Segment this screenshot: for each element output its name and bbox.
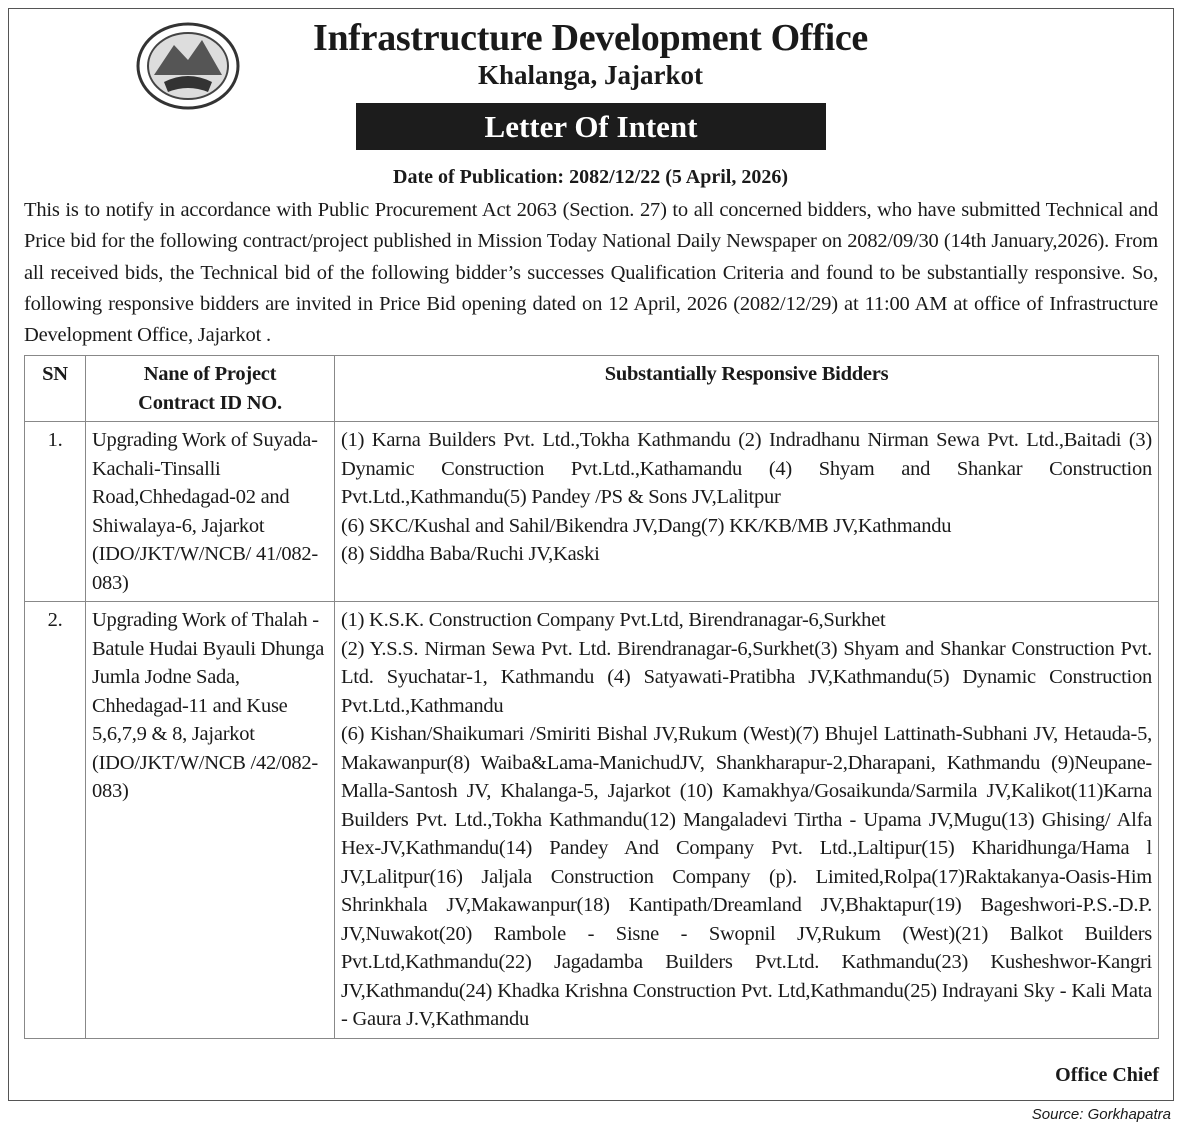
notice-body: This is to notify in accordance with Public Procurement Act 2063 (Section. 27) to all concerned bidders, who have submitted Technical and Price bid for the following contract/project published in Mission Today National Daily Newspaper on 2082/09/30 (14th January,2026). From all received bids, the Technical bid of the following bidder’s successes Qualification Criteria and found to be substantially responsive. So, following responsive bidders are invited in Price Bid opening dated on 12 April, 2026 (2082/12/29) at 11:00 AM at office of Infrastructure Development Office, Jajarkot . [24, 199, 1158, 347]
row-project: Upgrading Work of Suyada-Kachali-Tinsalli Road,Chhedagad-02 and Shiwalaya-6, Jajarkot (IDO/JKT/W/NCB/ 41/082-083) [86, 422, 335, 602]
row-project: Upgrading Work of Thalah -Batule Hudai Byauli Dhunga Jumla Jodne Sada, Chhedagad-11 and Kuse 5,6,7,9 & 8, Jajarkot (IDO/JKT/W/NCB /42/082-083) [86, 602, 335, 1039]
row-sn: 1. [25, 422, 86, 602]
row-bidders [335, 422, 1159, 602]
header-project-line2: Contract ID NO. [138, 391, 282, 414]
header-project-line1: Nane of Project [143, 363, 277, 385]
bidder-paragraph: (6) SKC/Kushal and Sahil/Bikendra JV,Dang(7) KK/KB/MB JV,Kathmandu [341, 514, 952, 537]
row-sn: 2. [25, 602, 86, 1039]
table-row [25, 602, 1159, 1039]
signature-office-chief: Office Chief [1055, 1064, 1159, 1086]
publication-date: Date of Publication: 2082/12/22 (5 April, 2026) [393, 166, 788, 188]
source-credit: Source: Gorkhapatra [1031, 1106, 1171, 1123]
bidder-paragraph: (2) Y.S.S. Nirman Sewa Pvt. Ltd. Birendranagar-6,Surkhet(3) Shyam and Shankar Construction Pvt. Ltd. Syuchatar-1, Kathmandu (4) Satyawati-Pratibha JV,Kathmandu(5) Dynamic Construction Pvt.Ltd.,Kathmandu [341, 637, 1152, 717]
table-header-row [25, 356, 1159, 422]
bidder-paragraph: (8) Siddha Baba/Ruchi JV,Kaski [341, 543, 600, 565]
letter-of-intent-banner: Letter Of Intent [356, 103, 826, 150]
bidders-table [24, 355, 1159, 1039]
office-location: Khalanga, Jajarkot [477, 60, 704, 90]
header-project [86, 356, 335, 422]
bidder-paragraph: (1) Karna Builders Pvt. Ltd.,Tokha Kathmandu (2) Indradhanu Nirman Sewa Pvt. Ltd.,Baitadi (3) Dynamic Construction Pvt.Ltd.,Kathamandu (4) Shyam and Shankar Construction Pvt.Ltd.,Kathmandu(5) Pandey /PS & Sons JV,Lalitpur [341, 429, 1152, 508]
header-sn: SN [25, 356, 86, 422]
row-bidders [335, 602, 1159, 1039]
header-bidders: Substantially Responsive Bidders [335, 356, 1159, 422]
table-row [25, 422, 1159, 602]
office-title: Infrastructure Development Office [312, 17, 869, 59]
bidder-paragraph: (6) Kishan/Shaikumari /Smiriti Bishal JV,Rukum (West)(7) Bhujel Lattinath-Subhani JV, Hetauda-5, Makawanpur(8) Waiba&Lama-ManichudJV, Shankharapur-2,Dharapani, Kathmandu (9)Neupane-Malla-Santosh JV, Khalanga-5, Jajarkot (10) Kamakhya/Gosaikunda/Sarmila JV,Kalikot(11)Karna Builders Pvt. Ltd.,Tokha Kathmandu(12) Mangaladevi Tirtha - Upama JV,Mugu(13) Ghising/ Alfa Hex-JV,Kathmandu(14) Pandey And Company Pvt. Ltd.,Laltipur(15) Kharidhunga/Hama l JV,Lalitpur(16) Jaljala Construction Company (p). Limited,Rolpa(17)Raktakanya-Oasis-Him Shrinkhala JV,Makawanpur(18) Kantipath/Dreamland JV,Bhaktapur(19) Bageshwori-P.S.-D.P. JV,Nuwakot(20) Rambole - Sisne - Swopnil JV,Rukum (West)(21) Balkot Builders Pvt.Ltd,Kathmandu(22) Jagadamba Builders Pvt.Ltd. Kathmandu(23) Kusheshwor-Kangri JV,Kathmandu(24) Khadka Krishna Construction Pvt. Ltd,Kathmandu(25) Indrayani Sky - Kali Mata - Gaura J.V,Kathmandu [341, 723, 1152, 1030]
bidder-paragraph: (1) K.S.K. Construction Company Pvt.Ltd, Birendranagar-6,Surkhet [341, 609, 886, 631]
